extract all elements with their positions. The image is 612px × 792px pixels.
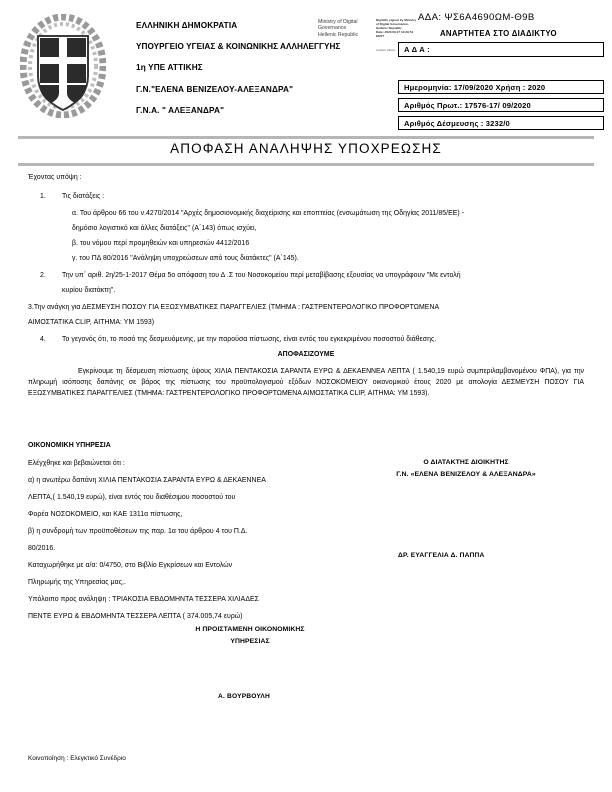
item-2-number: 2. xyxy=(40,272,46,279)
financial-line-1: Ελέγχθηκε και βεβαιώνεται ότι : xyxy=(28,460,125,467)
page-title: ΑΠΟΦΑΣΗ ΑΝΑΛΗΨΗΣ ΥΠΟΧΡΕΩΣΗΣ xyxy=(170,141,442,156)
footer-note: Κοινοποίηση : Ελεγκτικό Συνέδριο xyxy=(28,755,126,762)
financial-line-8: Πληρωμής της Υπηρεσίας μας,. xyxy=(28,579,126,586)
financial-line-7: Καταχωρήθηκε με α/α: 0/4750, στο Βιβλίο Εγκρίσεων και Εντολών xyxy=(28,562,233,569)
item-2-continuation: κυρίου διατάκτη". xyxy=(62,287,116,294)
signature-location: Location: Athens xyxy=(376,49,396,52)
org-line-4: Γ.Ν."ΕΛΕΝΑ ΒΕΝΙΖΕΛΟΥ-ΑΛΕΞΑΝΔΡΑ" xyxy=(136,84,294,94)
item-1b-text: β. του νόμου περί προμηθειών και υπηρεσιών 4412/2016 xyxy=(72,240,250,247)
date-field-box: Ημερομηνία: 17/09/2020 Χρήση : 2020 xyxy=(398,80,604,94)
financial-head-signature-title xyxy=(100,624,400,648)
publication-notice: ΑΝΑΡΤΗΤΕΑ ΣΤΟ ΔΙΑΔΙΚΤΥΟ xyxy=(440,29,557,38)
signature-detail-line-4: Date: 2020.09.17 13:29:51 xyxy=(376,30,414,35)
financial-line-4: Φορέα ΝΟΣΟΚΟΜΕΙΟ, και ΚΑΕ 1311α πίστωσης, xyxy=(28,511,183,518)
financial-line-2: α) η ανωτέρω δαπάνη ΧΙΛΙΑ ΠΕΝΤΑΚΟΣΙΑ ΣΑΡΑΝΤΑ ΕΥΡΩ & ΔΕΚΑΕΝΝΕΑ xyxy=(28,477,266,484)
header-divider-top xyxy=(18,136,594,139)
item-4-text: Το γεγονός ότι, το ποσό της δεσμευόμενης, με την παρούσα πίστωσης, είναι εντός του εγκεκριμένου ποσοστού διάθεσης. xyxy=(62,336,437,343)
decision-heading: ΑΠΟΦΑΣΙΖΟΥΜΕ xyxy=(277,351,335,358)
signature-authority xyxy=(318,20,374,39)
item-1-text: Τις διατάξεις : xyxy=(62,193,105,200)
financial-line-10: ΠΕΝΤΕ ΕΥΡΩ & ΕΒΔΟΜΗΝΤΑ ΤΕΣΣΕΡΑ ΛΕΠΤΑ ( 374.005,74 ευρώ) xyxy=(28,613,243,620)
financial-head-title-line-2: ΥΠΗΡΕΣΙΑΣ xyxy=(230,638,270,646)
financial-line-5: β) η συνδρομή των προϋποθέσεων της παρ. 1α του άρθρου 4 του Π.Δ. xyxy=(28,528,248,535)
commitment-number-box: Αριθμός Δέσμευσης : 3232/0 xyxy=(398,116,604,130)
signature-detail-line-5: EEST xyxy=(376,34,385,39)
financial-head-title-line-1: Η ΠΡΟΙΣΤΑΜΕΝΗ ΟΙΚΟΝΟΜΙΚΗΣ xyxy=(195,626,305,633)
issuer-signature-title xyxy=(338,457,594,481)
item-1c-text: γ. του ΠΔ 80/2016 "Ανάληψη υποχρεώσεων από τους διατάκτες" (Α΄145). xyxy=(72,255,299,262)
item-1a-continuation: δημόσιο λογιστικό και άλλες διατάξεις" (Α΄143) όπως ισχύει, xyxy=(72,225,257,232)
protocol-number-box: Αριθμός Πρωτ.: 17576-17/ 09/2020 xyxy=(398,98,604,112)
financial-line-6: 80/2016. xyxy=(28,545,56,552)
item-2-text: Την υπ΄ αριθ. 2η/25-1-2017 Θέμα 5ο απόφαση του Δ .Σ του Νοσοκομείου περί μεταβίβασης εξουσίας να υπογράφουν "Με εντολή xyxy=(62,272,461,279)
financial-line-3: ΛΕΠΤΑ,( 1.540,19 ευρώ), είναι εντός του διαθέσιμου ποσοστού του xyxy=(28,494,236,501)
org-line-3: 1η ΥΠΕ ΑΤΤΙΚΗΣ xyxy=(136,63,203,73)
item-1a-text: α. Του άρθρου 66 του ν.4270/2014 "Αρχές δημοσιονομικής διαχείρισης και επoπτείας (ενσωμάτωση της Οδηγίας 2011/85/ΕΕ) - xyxy=(72,210,465,217)
issuer-title-line-2: Γ.Ν. «ΕΛΕΝΑ ΒΕΝΙΖΕΛΟΥ & ΑΛΕΞΑΝΔΡΑ» xyxy=(396,471,536,479)
item-3-continuation: ΑΙΜΟΣΤΑΤΙΚΑ CLIP, ΑΙΤΗΜΑ: ΥΜ 1593) xyxy=(28,319,155,326)
org-line-1: ΕΛΛΗΝΙΚΗ ΔΗΜΟΚΡΑΤΙΑ xyxy=(136,21,238,30)
signature-authority-line-3: Hellenic Republic xyxy=(318,31,359,38)
decision-paragraph: Εγκρίνουμε τη δέσμευση πίστωσης ύψους ΧΙΛΙΑ ΠΕΝΤΑΚΟΣΙΑ ΣΑΡΑΝΤΑ ΕΥΡΩ & ΔΕΚΑΕΝΝΕΑ ΛΕΠΤΑ ( 1.540,19 ευρώ συμπεριλαμβανομένου ΦΠΑ), για την πληρωμή ισόποσης δαπάνης σε βάρος της πίστωσης του προϋπολογισμού εξόδων ΝΟΣΟΚΟΜΕΙΟΥ οικονομικού έτους 2020 με απολογία ΔΕΣΜΕΥΣΗ ΠΟΣΟΥ ΓΙΑ ΕΞΩΣΥΜΒΑΤΙΚΕΣ ΠΑΡΑΓΓΕΛΙΕΣ (ΤΜΗΜΑ: ΓΑΣΤΡΕΝΤΕΡΟΛΟΓΙΚΟ ΠΡΟΦΟΡΤΩΜΕΝΑ ΑΙΜΟΣΤΑΤΙΚΑ CLIP, ΑΙΤΗΜΑ: ΥΜ 1593). xyxy=(28,368,584,398)
issuer-title-line-1: Ο ΔΙΑΤΑΚΤΗΣ ΔΙΟΙΚΗΤΗΣ xyxy=(423,459,509,466)
financial-service-heading: ΟΙΚΟΝΟΜΙΚΗ ΥΠΗΡΕΣΙΑ xyxy=(28,442,111,449)
intro-text: Έχοντας υπόψη : xyxy=(28,174,82,181)
signature-authority-line-2: Governance xyxy=(318,25,347,32)
signature-detail-line-1: Digitally signed by Ministry xyxy=(376,18,417,22)
ada-field-box: Α Δ Α : xyxy=(398,42,604,57)
header-divider-bottom xyxy=(18,163,594,166)
org-line-2: ΥΠΟΥΡΓΕΙΟ ΥΓΕΙΑΣ & ΚΟΙΝΩΝΙΚΗΣ ΑΛΛΗΛΕΓΓΥΗΣ xyxy=(136,42,341,52)
signature-detail-line-3: Hellenic Republic xyxy=(376,26,402,31)
financial-head-name: Α. ΒΟΥΡΒΟΥΛΗ xyxy=(218,693,270,700)
signature-authority-line-1: Ministry of Digital xyxy=(318,19,358,25)
issuer-name: ΔΡ. ΕΥΑΓΓΕΛΙΑ Δ. ΠΑΠΠΑ xyxy=(398,552,485,559)
org-line-5: Γ.Ν.Α. " ΑΛΕΞΑΝΔΡΑ" xyxy=(136,105,225,115)
financial-line-9: Υπόλοιπο προς ανάληψη : ΤΡΙΑΚΟΣΙΑ ΕΒΔΟΜΗΝΤΑ ΤΕΣΣΕΡΑ ΧΙΛΙΑΔΕΣ xyxy=(28,596,259,603)
item-1-number: 1. xyxy=(40,193,46,200)
ada-code: ΑΔΑ: ΨΣ6Α4690ΩΜ-Θ9Β xyxy=(418,12,535,23)
document-header xyxy=(0,0,612,132)
item-3-text: 3.Την ανάγκη για ΔΕΣΜΕΥΣΗ ΠΟΣΟΥ ΓΙΑ ΕΞΩΣΥΜΒΑΤΙΚΕΣ ΠΑΡΑΓΓΕΛΙΕΣ (ΤΜΗΜΑ : ΓΑΣΤΡΕΝΤΕΡΟΛΟΓΙΚΟ ΠΡΟΦΟΡΤΩΜΕΝΑ xyxy=(28,304,440,311)
greek-coat-of-arms-icon xyxy=(20,14,106,118)
signature-detail-line-2: of Digital Governance, xyxy=(376,22,409,27)
item-4-number: 4. xyxy=(40,336,46,343)
